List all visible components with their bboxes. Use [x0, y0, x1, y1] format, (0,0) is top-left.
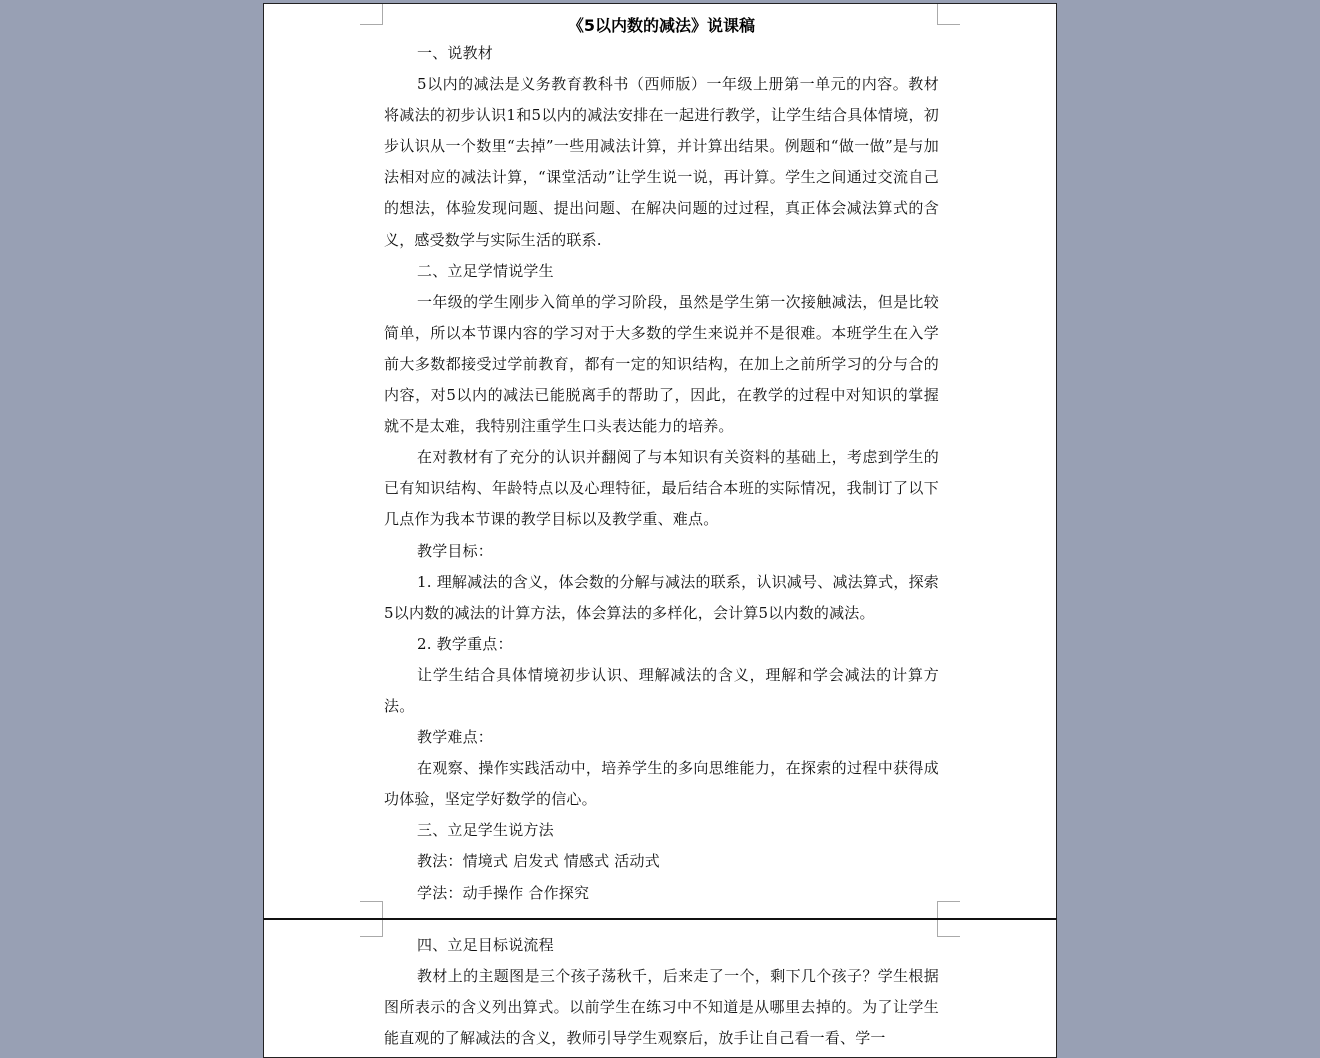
paragraph: 5以内的减法是义务教育教科书（西师版）一年级上册第一单元的内容。教材将减法的初步认识1和5以内的减法安排在一起进行教学，让学生结合具体情境，初步认识从一个数里“去掉”一些用减法计算，并计算出结果。例题和“做一做”是与加法相对应的减法计算，“课堂活动”让学生说一说，再计算。学生之间通过交流自己的想法，体验发现问题、提出问题、在解决问题的过过程，真正体会减法算式的含义，感受数学与实际生活的联系.: [384, 75, 939, 249]
document-title: 《5以内数的减法》说课稿: [567, 16, 756, 35]
paragraph: 让学生结合具体情境初步认识、理解减法的含义，理解和学会减法的计算方法。: [384, 665, 939, 715]
page-1-body[interactable]: [384, 16, 939, 909]
paragraph: 在观察、操作实践活动中，培养学生的多向思维能力，在探索的过程中获得成功体验，坚定学好数学的信心。: [384, 759, 939, 809]
subheading: 教学难点：: [417, 728, 494, 747]
paragraph: 1. 理解减法的含义，体会数的分解与减法的联系，认识减号、减法算式，探索5以内数的减法的计算方法，体会算法的多样化，会计算5以内数的减法。: [384, 572, 939, 622]
section-heading: 二、立足学情说学生: [417, 261, 554, 280]
paragraph: 教材上的主题图是三个孩子荡秋千，后来走了一个，剩下几个孩子？学生根据图所表示的含义列出算式。以前学生在练习中不知道是从哪里去掉的。为了让学生能直观的了解减法的含义，教师引导学生观察后，放手让自己看一看、学一: [384, 967, 939, 1048]
document-page-2: [263, 918, 1057, 1058]
subheading: 2. 教学重点：: [417, 634, 513, 653]
document-page-1: [263, 3, 1057, 919]
subheading: 教学目标：: [417, 541, 494, 560]
margin-corner-mark: [937, 3, 960, 25]
section-heading: 三、立足学生说方法: [417, 821, 554, 840]
margin-corner-mark: [937, 918, 960, 937]
margin-corner-mark: [360, 918, 383, 937]
paragraph: 在对教材有了充分的认识并翻阅了与本知识有关资料的基础上，考虑到学生的已有知识结构、年龄特点以及心理特征，最后结合本班的实际情况，我制订了以下几点作为我本节课的教学目标以及教学重、难点。: [384, 448, 939, 529]
margin-corner-mark: [937, 901, 960, 919]
page-2-body[interactable]: [384, 930, 939, 1054]
section-heading: 四、立足目标说流程: [417, 936, 554, 954]
section-heading: 一、说教材: [417, 44, 494, 62]
paragraph: 教法：情境式 启发式 情感式 活动式: [417, 852, 660, 871]
paragraph: 学法：动手操作 合作探究: [417, 883, 590, 902]
margin-corner-mark: [360, 3, 383, 25]
paragraph: 一年级的学生刚步入简单的学习阶段，虽然是学生第一次接触减法，但是比较简单，所以本节课内容的学习对于大多数的学生来说并不是很难。本班学生在入学前大多数都接受过学前教育，都有一定的知识结构，在加上之前所学习的分与合的内容，对5以内的减法已能脱离手的帮助了，因此，在教学的过程中对知识的掌握就不是太难，我特别注重学生口头表达能力的培养。: [384, 292, 939, 436]
margin-corner-mark: [360, 901, 383, 919]
